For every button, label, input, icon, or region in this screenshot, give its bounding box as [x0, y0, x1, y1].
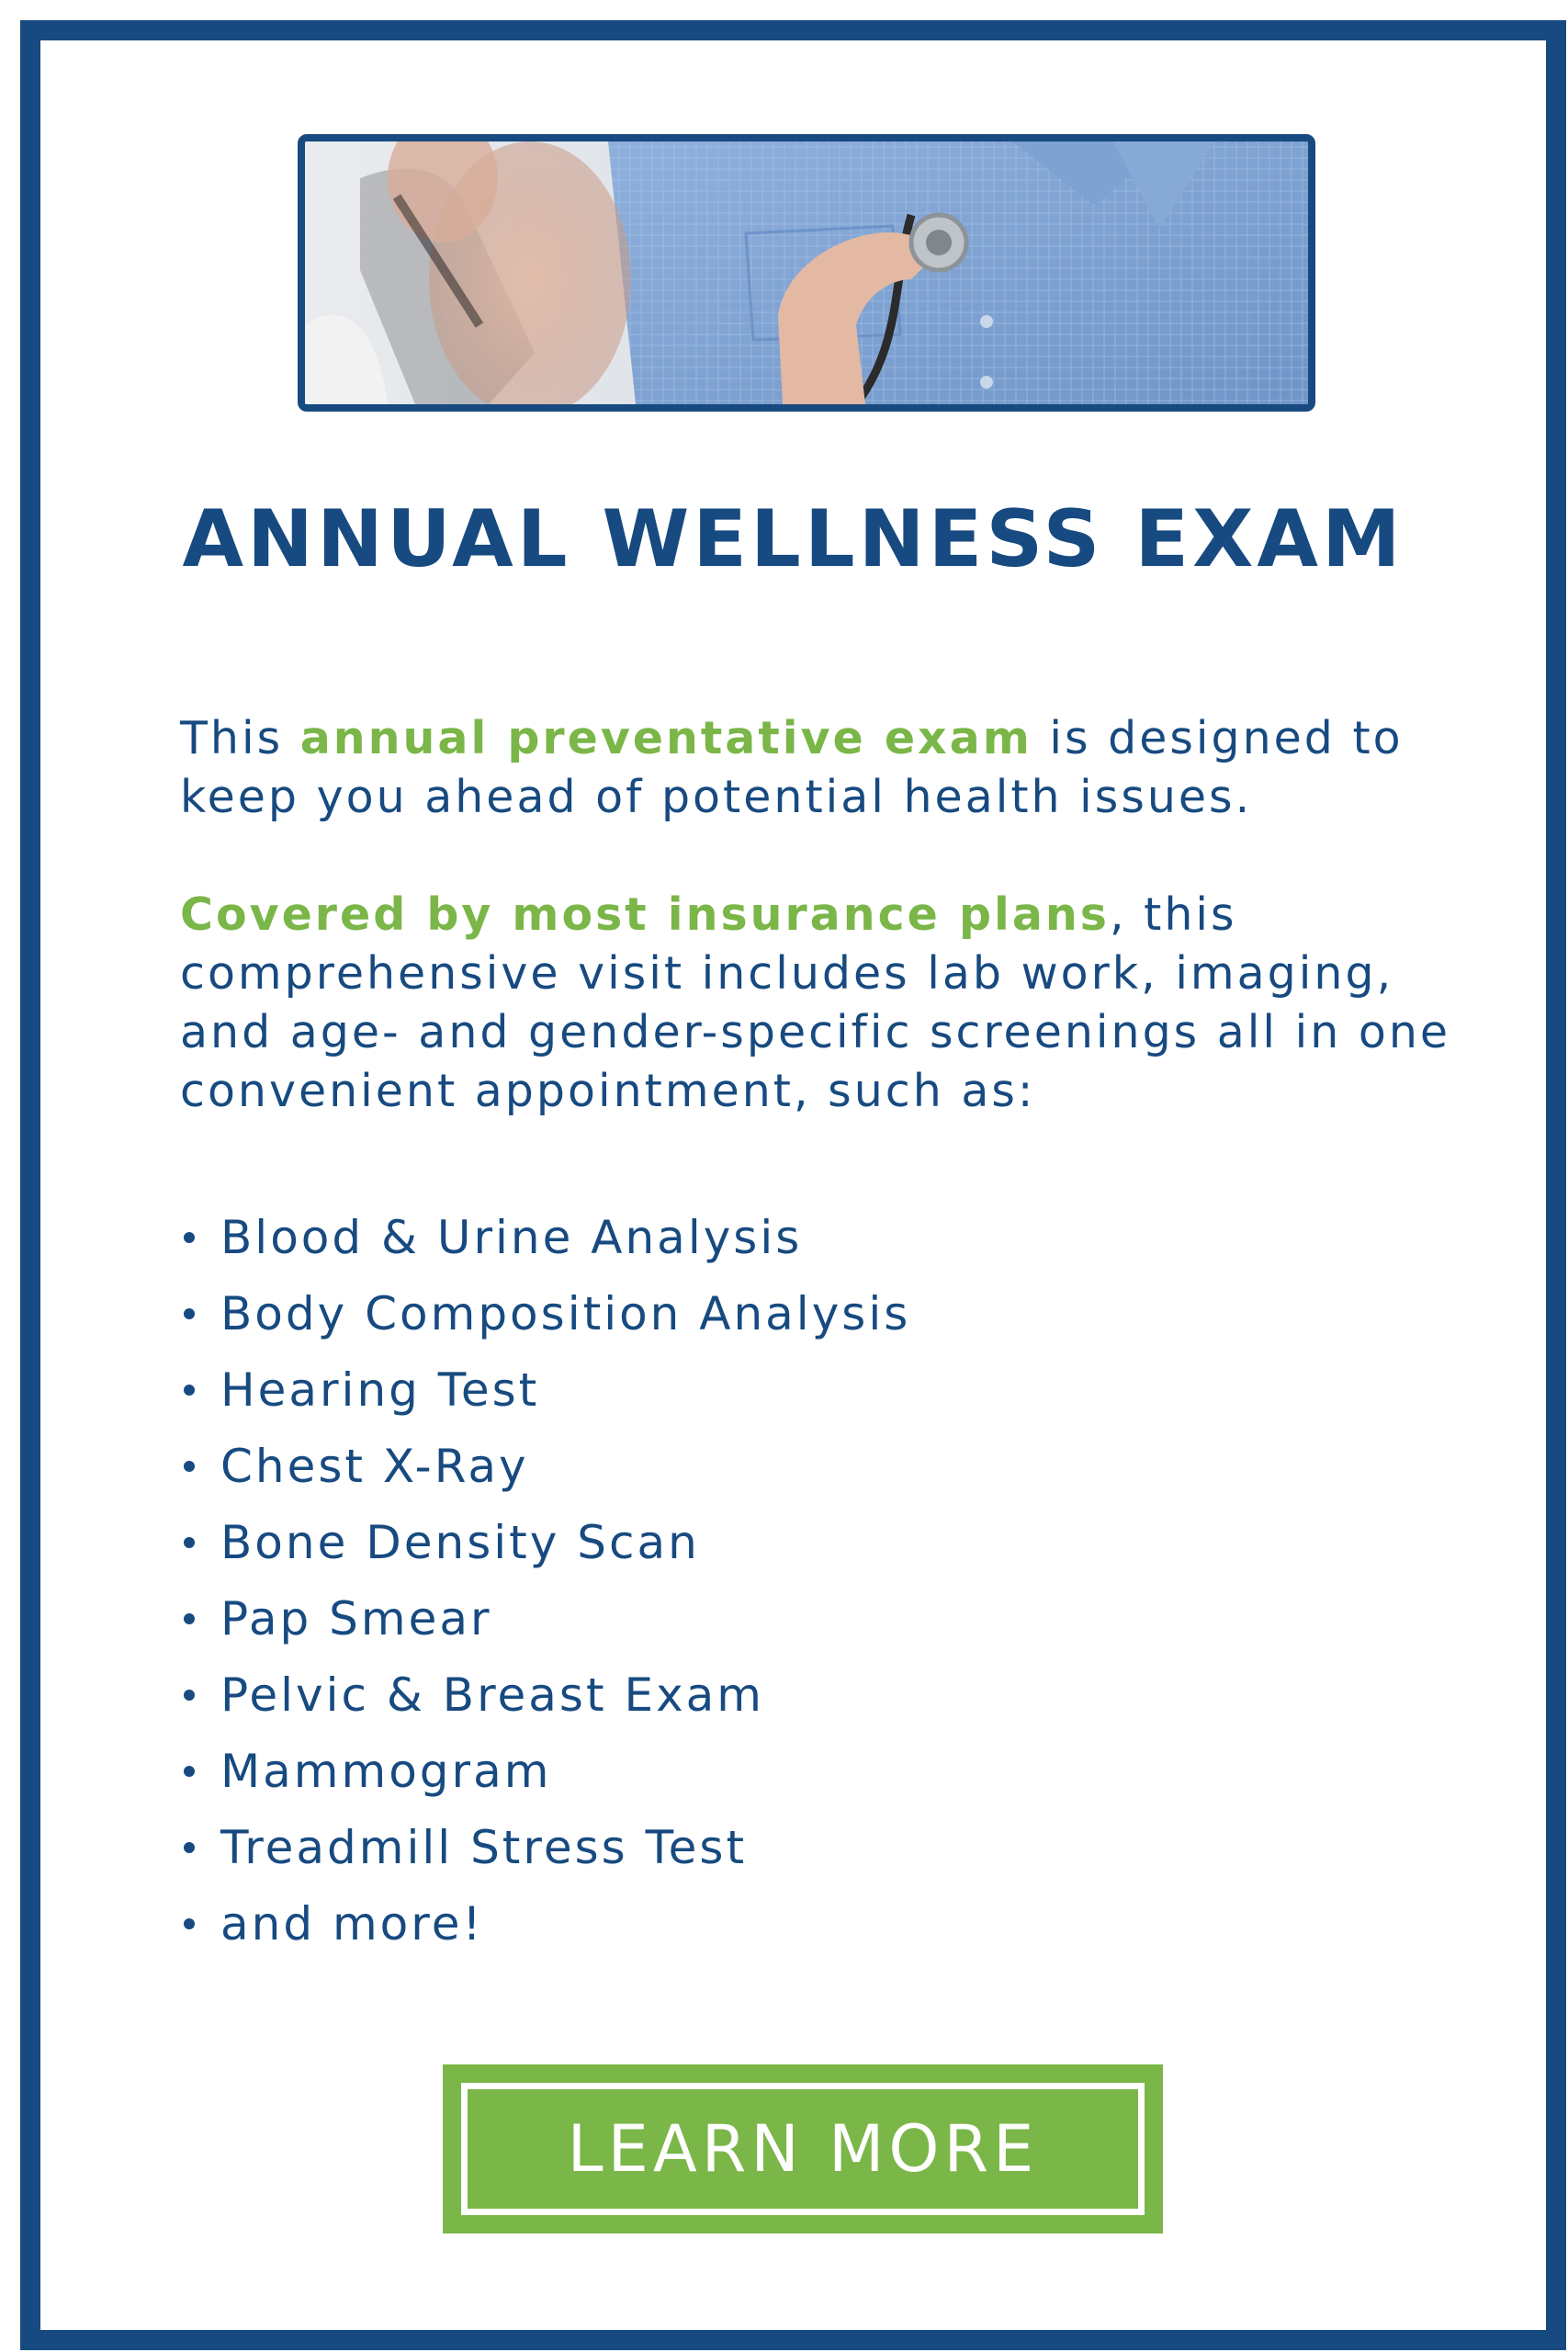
- list-item: [180, 1734, 910, 1810]
- coverage-highlight: Covered by most insurance plans: [180, 888, 1110, 941]
- list-item: [180, 1657, 910, 1734]
- list-item-label: Treadmill Stress Test: [220, 1821, 748, 1874]
- list-item-label: and more!: [220, 1897, 484, 1951]
- bullet-icon: [184, 1842, 195, 1853]
- list-item: [180, 1505, 910, 1581]
- list-item: [180, 1200, 910, 1276]
- page-title: ANNUAL WELLNESS EXAM: [182, 493, 1404, 585]
- list-item-label: Chest X-Ray: [220, 1440, 529, 1493]
- list-item-label: Hearing Test: [220, 1363, 540, 1417]
- learn-more-label: LEARN MORE: [567, 2111, 1039, 2187]
- doctor-stethoscope-photo: [305, 141, 1308, 404]
- list-item: [180, 1581, 910, 1657]
- coverage-text-after: , this comprehensive visit includes lab work, imaging, and age- and gender-specific screenings all in one convenient appointment, such as:: [180, 888, 1451, 1117]
- intro-text-after: is designed to keep you ahead of potential health issues.: [180, 712, 1404, 823]
- bullet-icon: [184, 1690, 195, 1701]
- bullet-icon: [184, 1232, 195, 1243]
- list-item-label: Blood & Urine Analysis: [220, 1211, 803, 1264]
- list-item: [180, 1429, 910, 1505]
- bullet-icon: [184, 1385, 195, 1396]
- bullet-icon: [184, 1766, 195, 1777]
- list-item-label: Bone Density Scan: [220, 1516, 700, 1569]
- bullet-icon: [184, 1613, 195, 1624]
- screenings-list: [180, 1200, 910, 1962]
- list-item-label: Pap Smear: [220, 1592, 492, 1645]
- intro-text-before: This: [180, 712, 300, 764]
- learn-more-button-frame: [461, 2083, 1145, 2215]
- bullet-icon: [184, 1461, 195, 1472]
- list-item: [180, 1276, 910, 1352]
- intro-paragraph: [180, 709, 1466, 827]
- bullet-icon: [184, 1918, 195, 1929]
- list-item-label: Mammogram: [220, 1745, 552, 1798]
- list-item: [180, 1352, 910, 1429]
- wellness-card: [20, 20, 1566, 2350]
- hero-photo: [298, 134, 1315, 412]
- coverage-paragraph: [180, 886, 1466, 1121]
- list-item: [180, 1886, 910, 1962]
- bullet-icon: [184, 1308, 195, 1319]
- list-item-label: Body Composition Analysis: [220, 1287, 911, 1340]
- list-item: [180, 1810, 910, 1886]
- list-item-label: Pelvic & Breast Exam: [220, 1668, 765, 1722]
- intro-highlight: annual preventative exam: [299, 712, 1032, 764]
- learn-more-button[interactable]: [443, 2064, 1163, 2233]
- bullet-icon: [184, 1537, 195, 1548]
